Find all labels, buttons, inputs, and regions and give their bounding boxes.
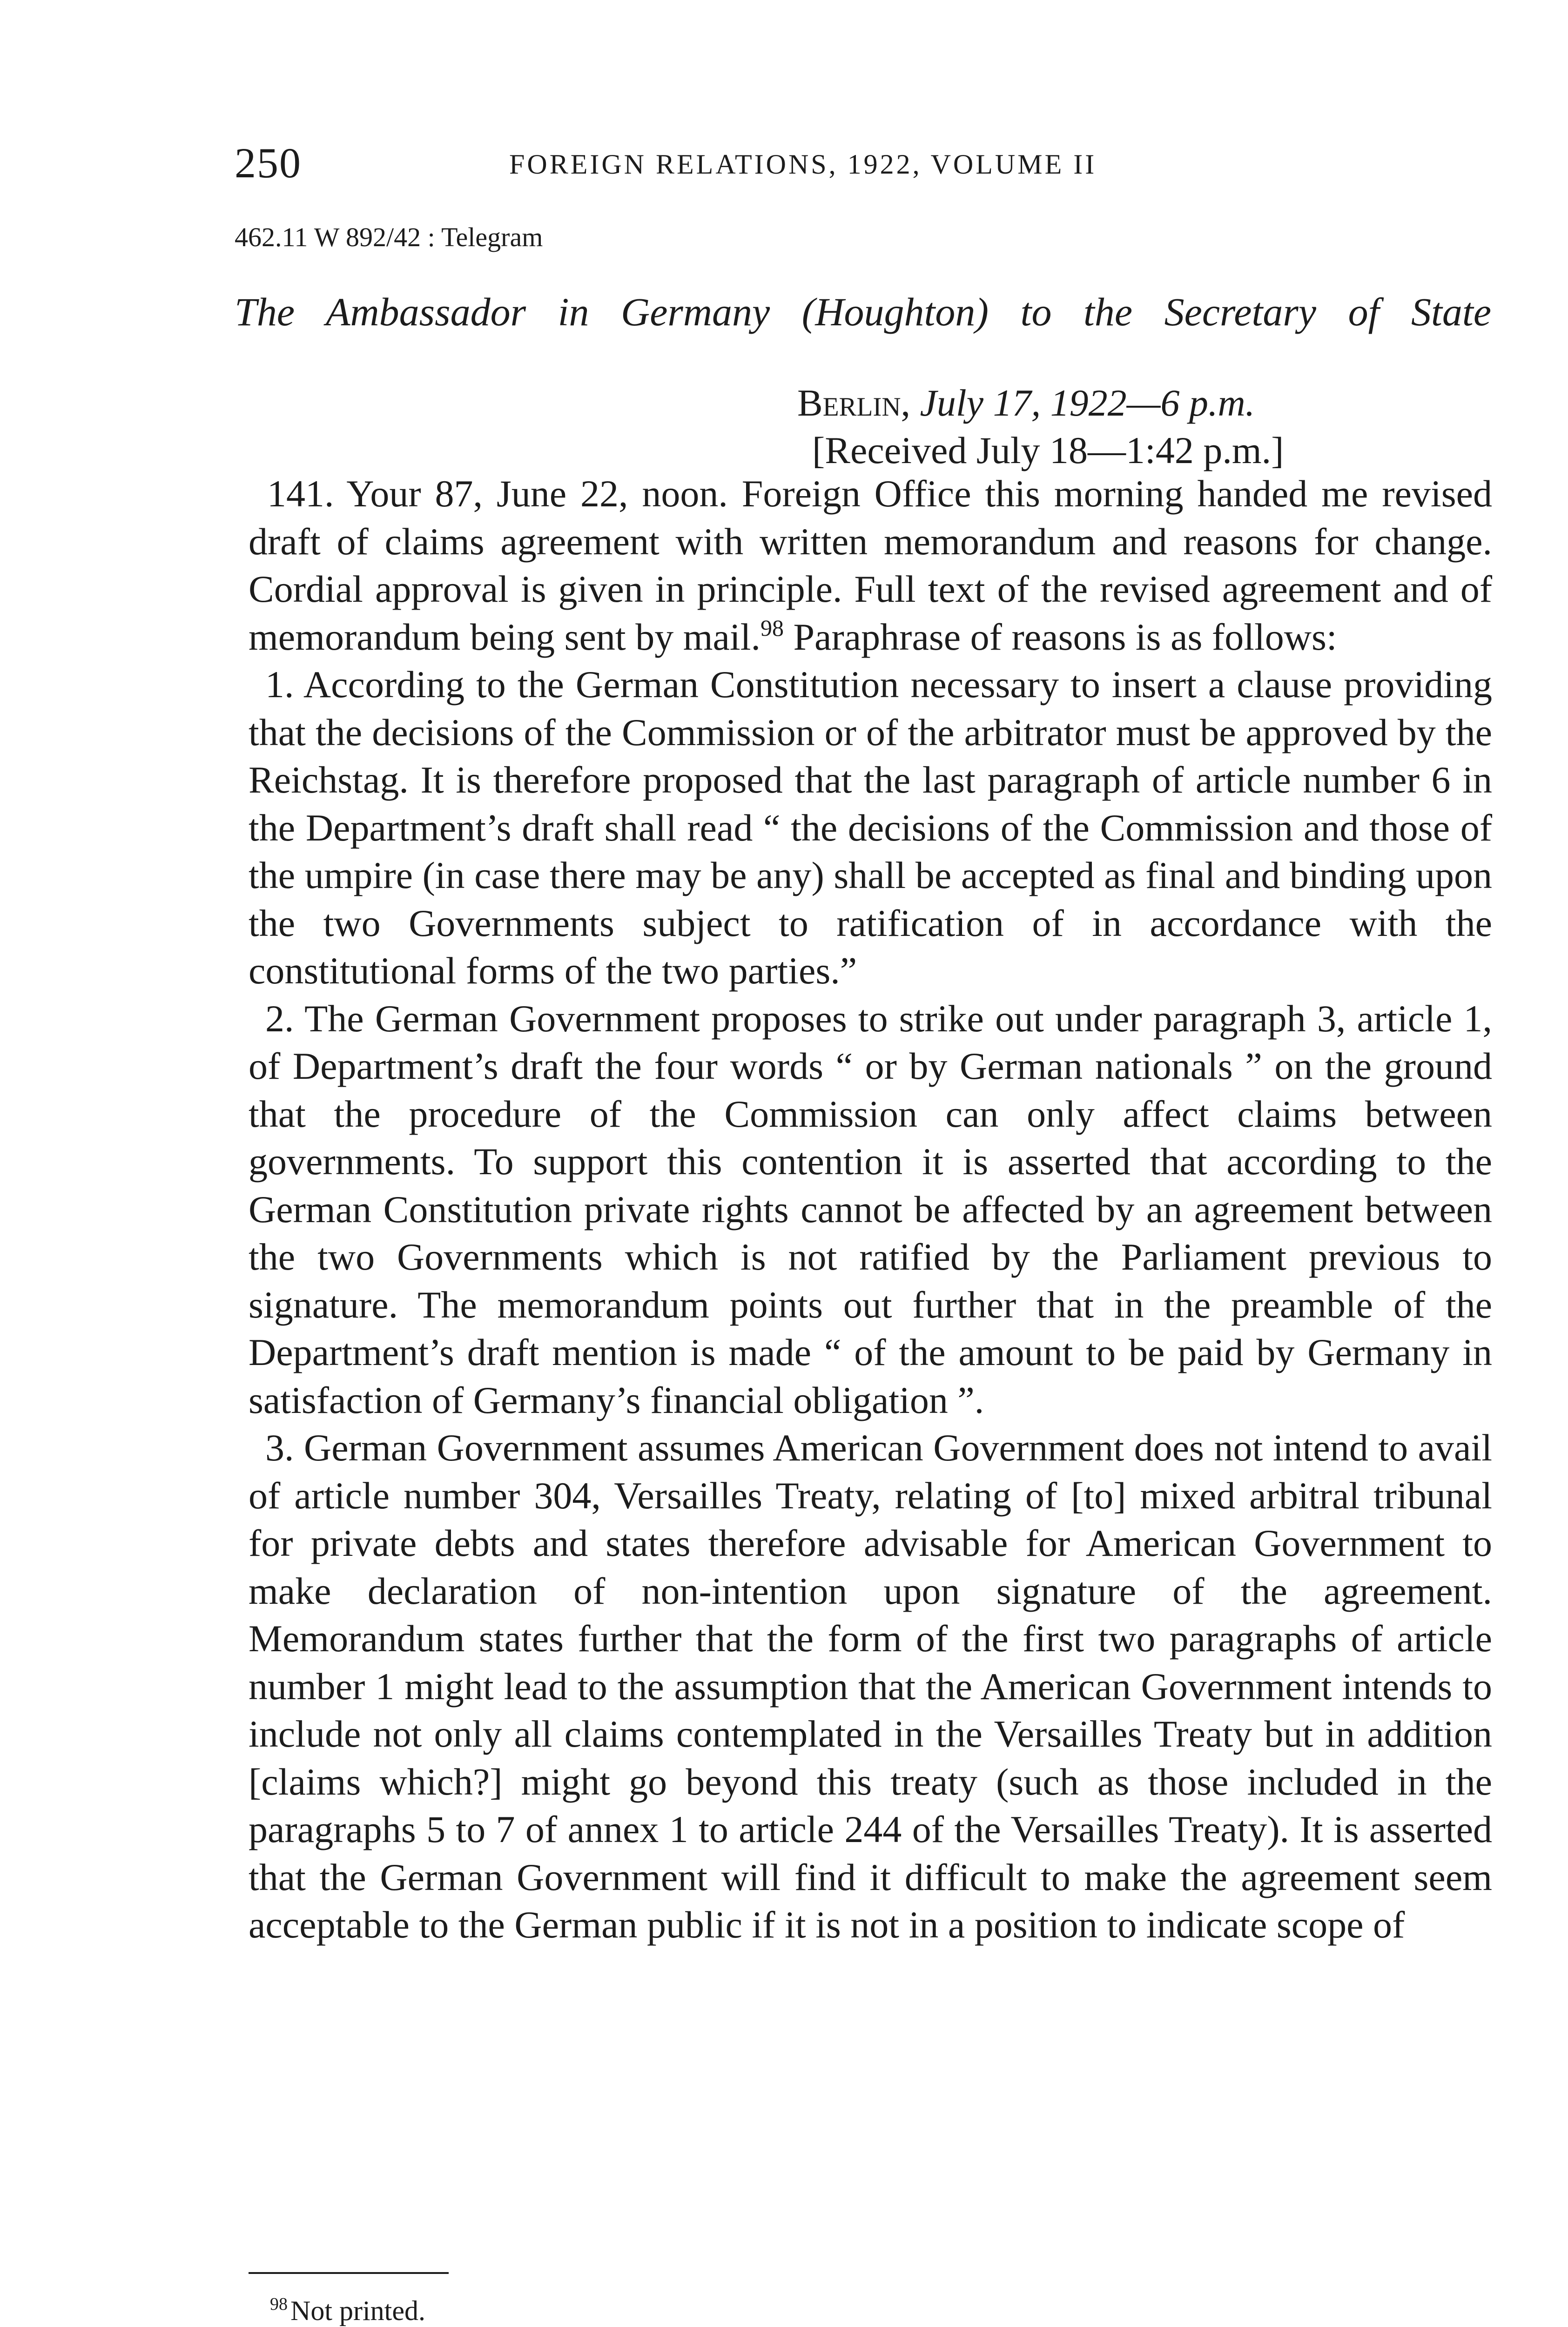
paragraph-intro-text: 141. Your 87, June 22, noon. Foreign Office this morning handed me revised draft of claims agreement with written memorandum and reasons for change. Cordial approval is given in principle. Full text of the revised agreement and of memorandum being sent by mail. — [249, 472, 1492, 658]
paragraph-intro — [249, 470, 1492, 661]
running-title: FOREIGN RELATIONS, 1922, VOLUME II — [509, 149, 1097, 180]
received-note: [Received July 18—1:42 p.m.] — [812, 429, 1284, 471]
footnote — [270, 2290, 425, 2327]
paragraph-intro-tail: Paraphrase of reasons is as follows: — [783, 615, 1337, 658]
telegram-body — [249, 470, 1492, 1949]
dateline-date: July 17, 1922—6 p.m. — [920, 382, 1255, 424]
footnote-divider — [249, 2272, 449, 2274]
paragraph-reason-2: 2. The German Government proposes to strike out under paragraph 3, article 1, of Department’s draft the four words “ or by German nationals ” on the ground that the procedure of the Commission can only affect claims between governments. To support this contention it is asserted that according to the German Constitution private rights cannot be affected by an agreement between the two Governments which is not ratified by the Parliament previous to signature. The memorandum points out further that in the preamble of the Department’s draft mention is made “ of the amount to be paid by Germany in satisfaction of Germany’s financial obligation ”. — [249, 997, 1492, 1421]
dateline — [797, 379, 1255, 427]
footnote-reference: 98 — [760, 614, 784, 641]
page-number: 250 — [235, 139, 302, 187]
footnote-mark: 98 — [270, 2294, 288, 2314]
footnote-text: Not printed. — [290, 2295, 425, 2326]
dateline-city: Berlin, — [797, 382, 910, 424]
file-reference: 462.11 W 892/42 : Telegram — [235, 222, 543, 252]
paragraph-reason-1: 1. According to the German Constitution necessary to insert a clause providing that the decisions of the Commission or of the arbitrator must be approved by the Reichstag. It is therefore proposed that the last paragraph of article number 6 in the Department’s draft shall read “ the decisions of the Commission and those of the umpire (in case there may be any) shall be accepted as final and binding upon the two Governments subject to ratification of in accordance with the constitutional forms of the two parties.” — [249, 663, 1492, 992]
document-title: The Ambassador in Germany (Houghton) to the Secretary of State — [235, 289, 1491, 334]
paragraph-reason-3: 3. German Government assumes American Government does not intend to avail of article number 304, Versailles Treaty, relating of [to] mixed arbitral tribunal for private debts and states therefore advisable for American Government to make declaration of non-intention upon signature of the agreement. Memorandum states further that the form of the first two paragraphs of article number 1 might lead to the assumption that the American Government intends to include not only all claims contemplated in the Versailles Treaty but in addition [claims which?] might go beyond this treaty (such as those included in the paragraphs 5 to 7 of annex 1 to article 244 of the Versailles Treaty). It is asserted that the German Government will find it difficult to make the agreement seem acceptable to the German public if it is not in a position to indicate scope of — [249, 1426, 1492, 1946]
running-head — [235, 135, 1491, 191]
